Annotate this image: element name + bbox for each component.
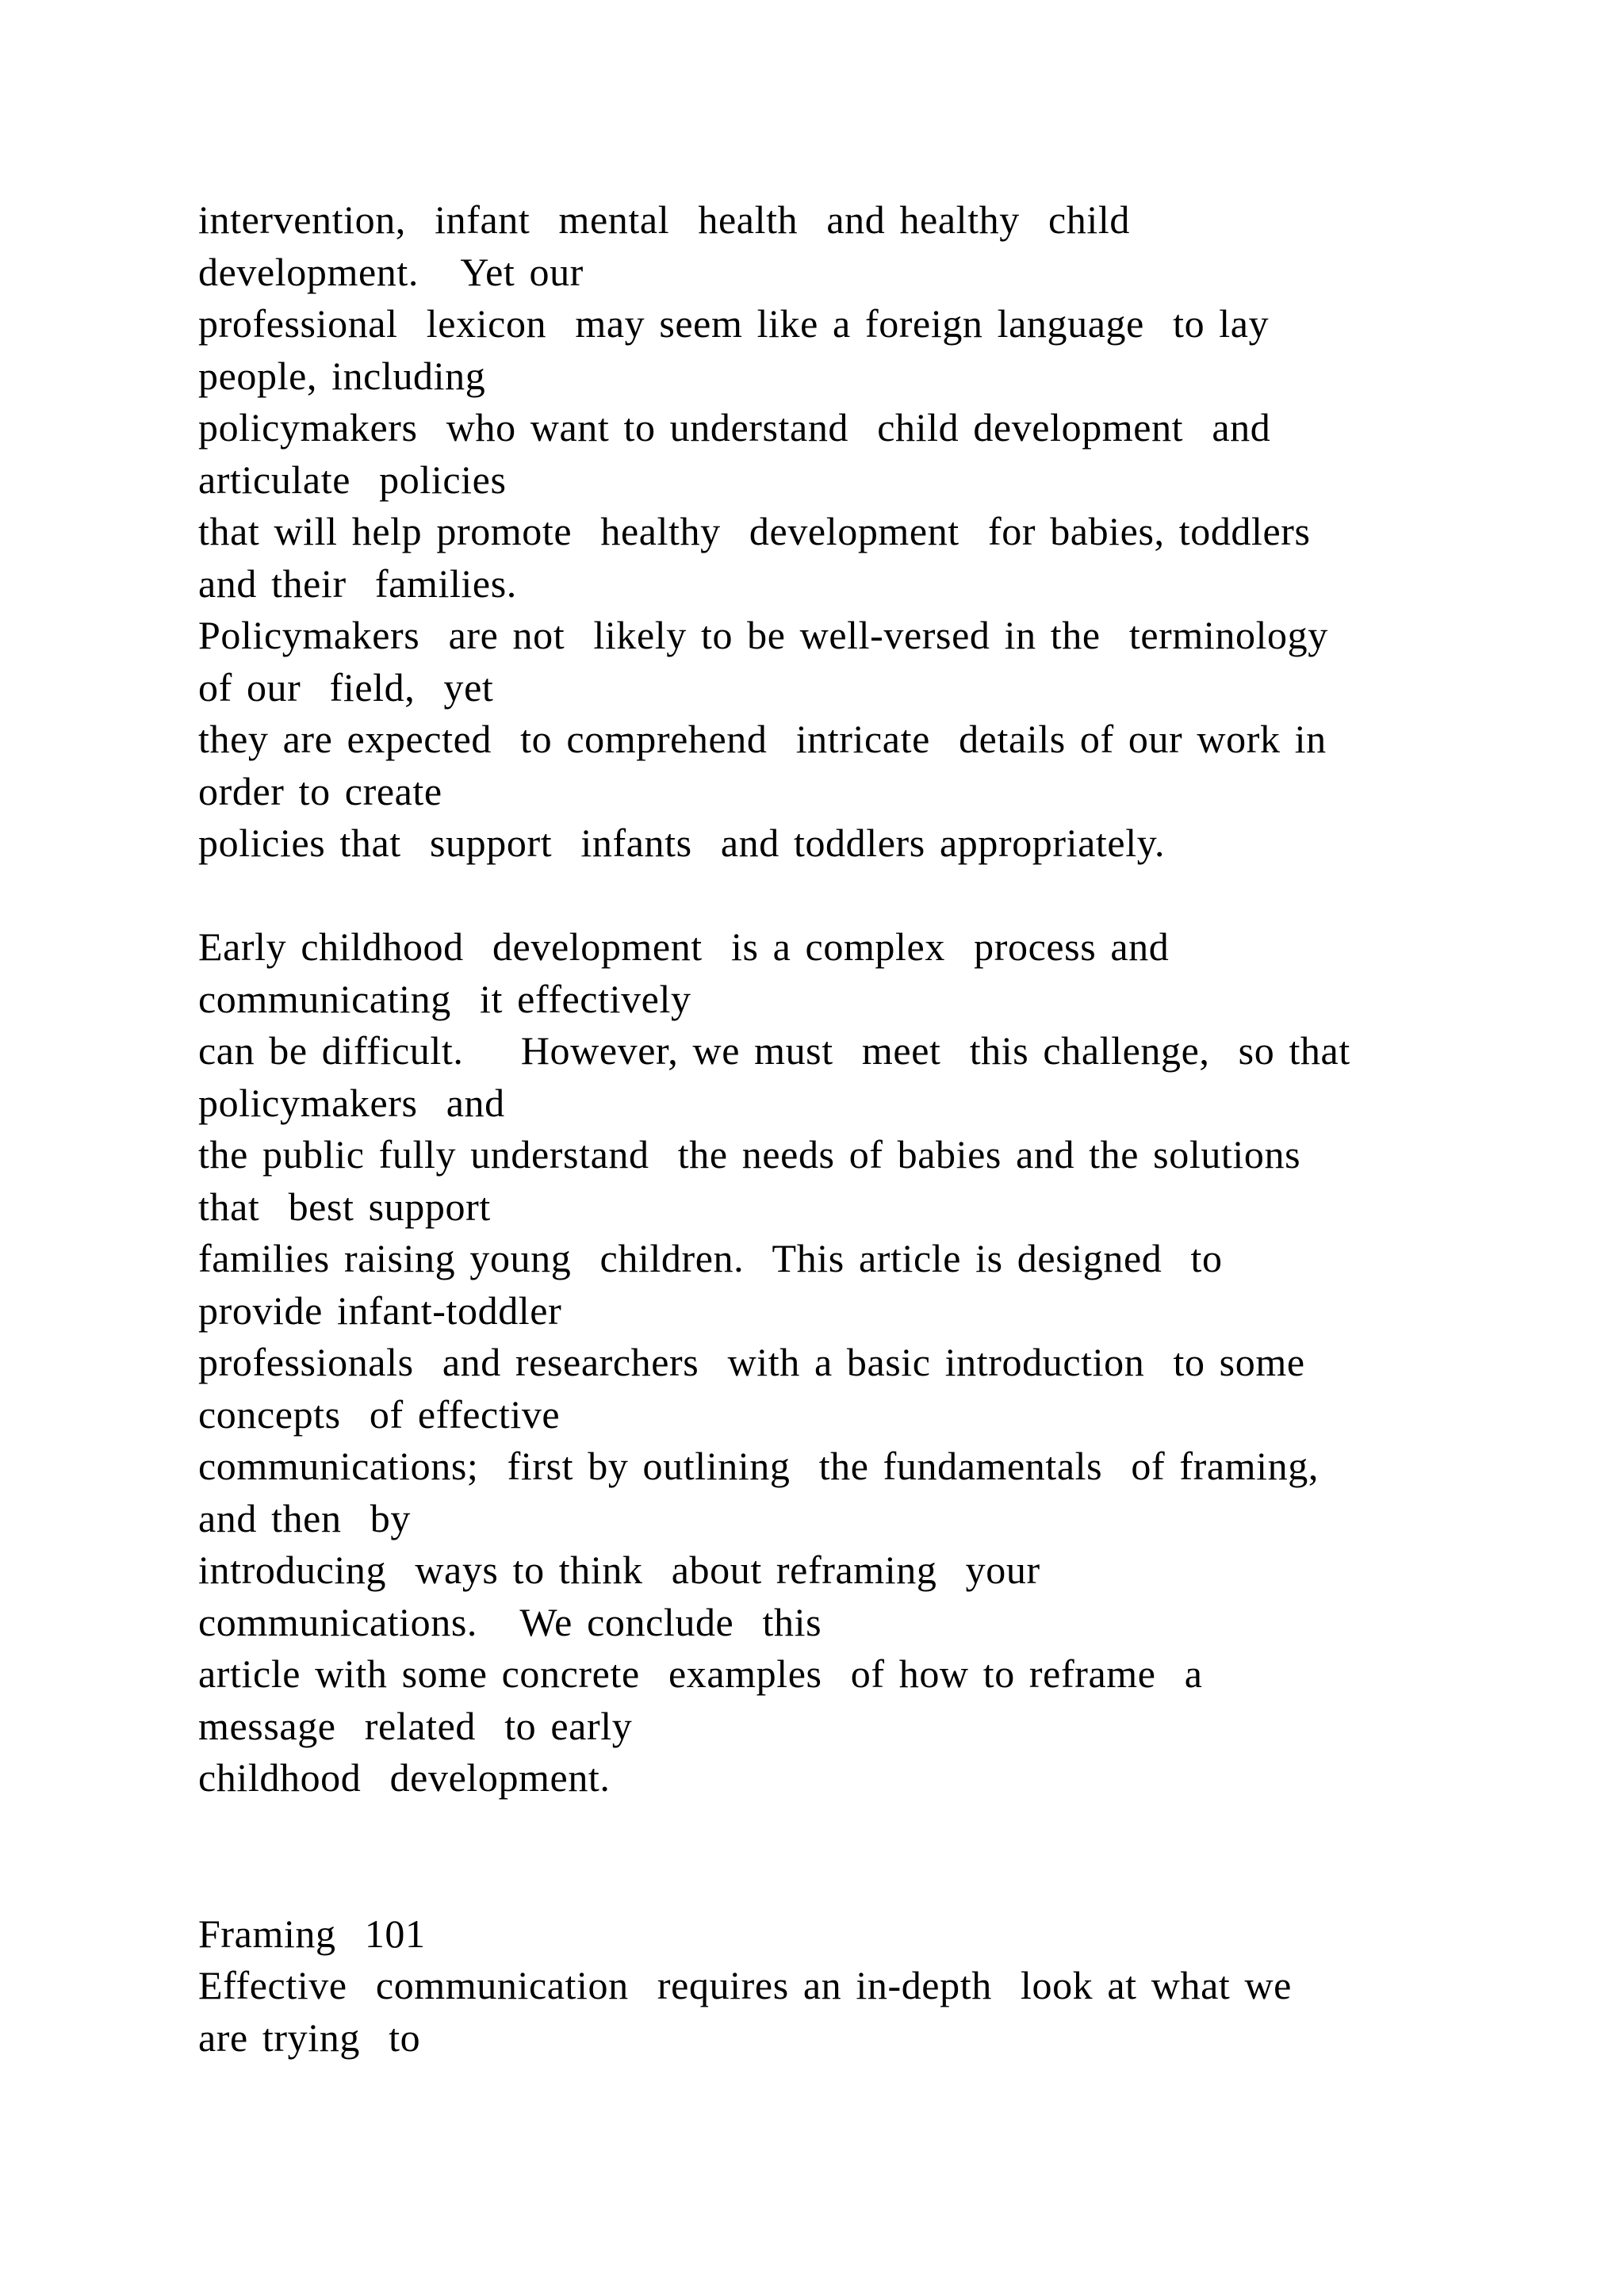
paragraph-1 (198, 194, 1515, 870)
text-line: concepts of effective (198, 1391, 561, 1437)
text-line: childhood development. (198, 1755, 611, 1800)
text-line: Early childhood development is a complex process and (198, 924, 1170, 969)
text-line: order to create (198, 768, 442, 813)
text-line: article with some concrete examples of how to reframe a (198, 1651, 1203, 1696)
text-line: introducing ways to think about reframing your (198, 1548, 1040, 1592)
text-line: policymakers and (198, 1080, 505, 1125)
text-line: families raising young children. This article is designed to (198, 1236, 1223, 1280)
text-line: they are expected to comprehend intricate details of our work in (198, 717, 1327, 761)
text-line: provide infant-toddler (198, 1288, 562, 1333)
text-line: and their families. (198, 561, 517, 606)
text-line: communications; first by outlining the fundamentals of framing, (198, 1444, 1319, 1488)
text-line: professional lexicon may seem like a foreign language to lay (198, 301, 1270, 346)
text-line: people, including (198, 353, 486, 398)
text-line: communications. We conclude this (198, 1599, 822, 1644)
text-line: and then by (198, 1495, 411, 1540)
text-line: articulate policies (198, 457, 507, 502)
text-line: can be difficult. However, we must meet this challenge, so that (198, 1028, 1350, 1073)
text-line: that will help promote healthy development for babies, toddlers (198, 509, 1311, 553)
text-line: message related to early (198, 1703, 633, 1748)
section-heading: Framing 101 (198, 1911, 426, 1956)
text-line: the public fully understand the needs of babies and the solutions (198, 1132, 1301, 1177)
text-line: of our field, yet (198, 664, 494, 710)
text-line: intervention, infant mental health and healthy child (198, 197, 1130, 242)
text-line: professionals and researchers with a basic introduction to some (198, 1340, 1305, 1384)
text-line: communicating it effectively (198, 976, 691, 1021)
text-line: Effective communication requires an in-depth look at what we (198, 1963, 1292, 2007)
text-line: Policymakers are not likely to be well-versed in the terminology (198, 613, 1328, 657)
text-line: policies that support infants and toddlers appropriately. (198, 821, 1166, 865)
text-line: policymakers who want to understand child development and (198, 405, 1271, 450)
paragraph-spacer (198, 870, 1515, 922)
section-spacer (198, 1804, 1515, 1908)
paragraph-2 (198, 921, 1515, 1804)
section-framing (198, 1908, 1515, 2064)
text-line: are trying to (198, 2015, 421, 2060)
document-page (198, 194, 1515, 2064)
text-line: that best support (198, 1184, 491, 1229)
text-line: development. Yet our (198, 249, 584, 294)
